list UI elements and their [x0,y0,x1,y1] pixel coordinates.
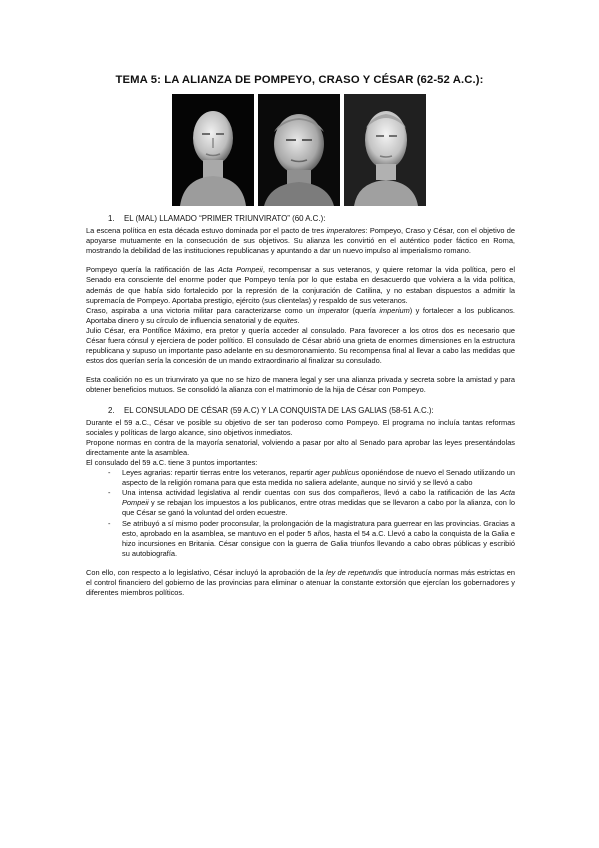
section-2-number: 2. [108,405,115,415]
section-2-paragraph-2: Propone normas en contra de la mayoría senatorial, volviendo a pasar por alto al Senado para aprobar las leyes presentándolas directamente ante la asamblea. [86,437,515,457]
section-1-paragraph-3: Craso, aspiraba a una victoria militar para caracterizarse como un imperator (quería imperium) y fortalecer a los publicanos. Aportaba dinero y su círculo de influencia senatorial y de equites. [86,305,515,325]
document-body [86,214,515,598]
section-2-paragraph-1: Durante el 59 a.C., César ve posible su objetivo de ser tan poderoso como Pompeyo. El programa no incluía tantas reformas sociales y políticas de largo alcance, sino objetivos inmediatos. [86,417,515,437]
portrait-pompey-bust [258,94,340,206]
section-2-heading [108,406,515,416]
list-item: - Una intensa actividad legislativa al rendir cuentas con sus dos compañeros, llevó a cabo la ratificación de las Acta Pompeii y se rebajan los impuestos a los publicanos, entre otras medidas que se llevaron a cabo por la alianza, con lo que César se ganó la voluntad del orden ecuestre. [108,488,515,518]
list-item: - Leyes agrarias: repartir tierras entre los veteranos, repartir ager publicus oponiéndose de nuevo el Senado utilizando un aspecto de la religión romana para que esta medida no saliera adelante, aunque no sirvió y se llevó a cabo [108,468,515,488]
section-2-paragraph-4: Con ello, con respecto a lo legislativo, César incluyó la aprobación de la ley de repetundis que introducía normas más estrictas en el control financiero del gobierno de las provincias para eliminar o atenuar la constante extorsión que ejercían los gobernadores y diferentes miembros políticos. [86,567,516,598]
section-1-paragraph-2: Pompeyo quería la ratificación de las Acta Pompeii, recompensar a sus veteranos, y quiere retomar la vida política, pero el Senado era consciente del enorme poder que Pompeyo tenía por lo que estaba en desacuerdo que volviera a la vida política, además de que había sido fortalecido por la represión de la conjuración de Catilina, y no estaban dispuestos a admitir la supremacía de Pompeyo. Aportaba prestigio, ejército (sus clientelas) y respaldo de sus veteranos. [86,265,515,305]
section-1-paragraph-5: Esta coalición no es un triunvirato ya que no se hizo de manera legal y ser una alianza privada y secreta sobre la amistad y para obtener beneficios mutuos. Se consolidó la alianza con el matrimonio de la hija de César con Pompeyo. [86,375,515,395]
list-item: - Se atribuyó a sí mismo poder proconsular, la prolongación de la magistratura para guerrear en las provincias. Gracias a esto, aprobado en la asamblea, se mantuvo en el poder 5 años, hasta el 54 a.C. Llevó a cabo la conquista de la Galia e hizo incursiones en Britania. César consigue con la guerra de Galia triunfos llevando a cabo obras públicas y escribió su autobiografía. [108,518,515,558]
portrait-strip [172,94,426,206]
section-1-paragraph-1: La escena política en esta década estuvo dominada por el pacto de tres imperatores: Pompeyo, Craso y César, con el objetivo de apoyarse mutuamente en la consecución de sus objetivos. Su alianza les convirtió en el auténtico poder fáctico en Roma, mostrando la debilidad de las instituciones republicanas y apuntando a dar un nuevo impulso al imperialismo romano. [86,226,515,256]
consulado-points-list [86,468,515,559]
section-1-paragraph-4: Julio César, era Pontífice Máximo, era pretor y quería acceder al consulado. Para favorecer a los otros dos es necesario que César fuera cónsul y ejerciera de poder político. El consulado de César abrió una grieta de enormes dimensiones en la estructura republicana y supuso un importante paso adelante en su desmoronamiento. Su recompensa final al llevar a cabo las medidas que estos dos querían sería la concesión de un mando extraordinario al finalizar su consulado. [86,325,515,366]
section-1-number: 1. [108,214,115,223]
section-2-title: EL CONSULADO DE CÉSAR (59 A.C) Y LA CONQUISTA DE LAS GALIAS (58-51 A.C.): [124,405,434,415]
page-title: TEMA 5: LA ALIANZA DE POMPEYO, CRASO Y CÉSAR (62-52 A.C.): [115,74,484,86]
section-2-paragraph-3: El consulado del 59 a.C. tiene 3 puntos importantes: [86,457,258,467]
section-1-heading [108,214,515,224]
section-1-title: EL (MAL) LLAMADO “PRIMER TRIUNVIRATO” (60 A.C.): [124,214,326,223]
portrait-caesar-bust [344,94,426,206]
portrait-crassus-bust [172,94,254,206]
